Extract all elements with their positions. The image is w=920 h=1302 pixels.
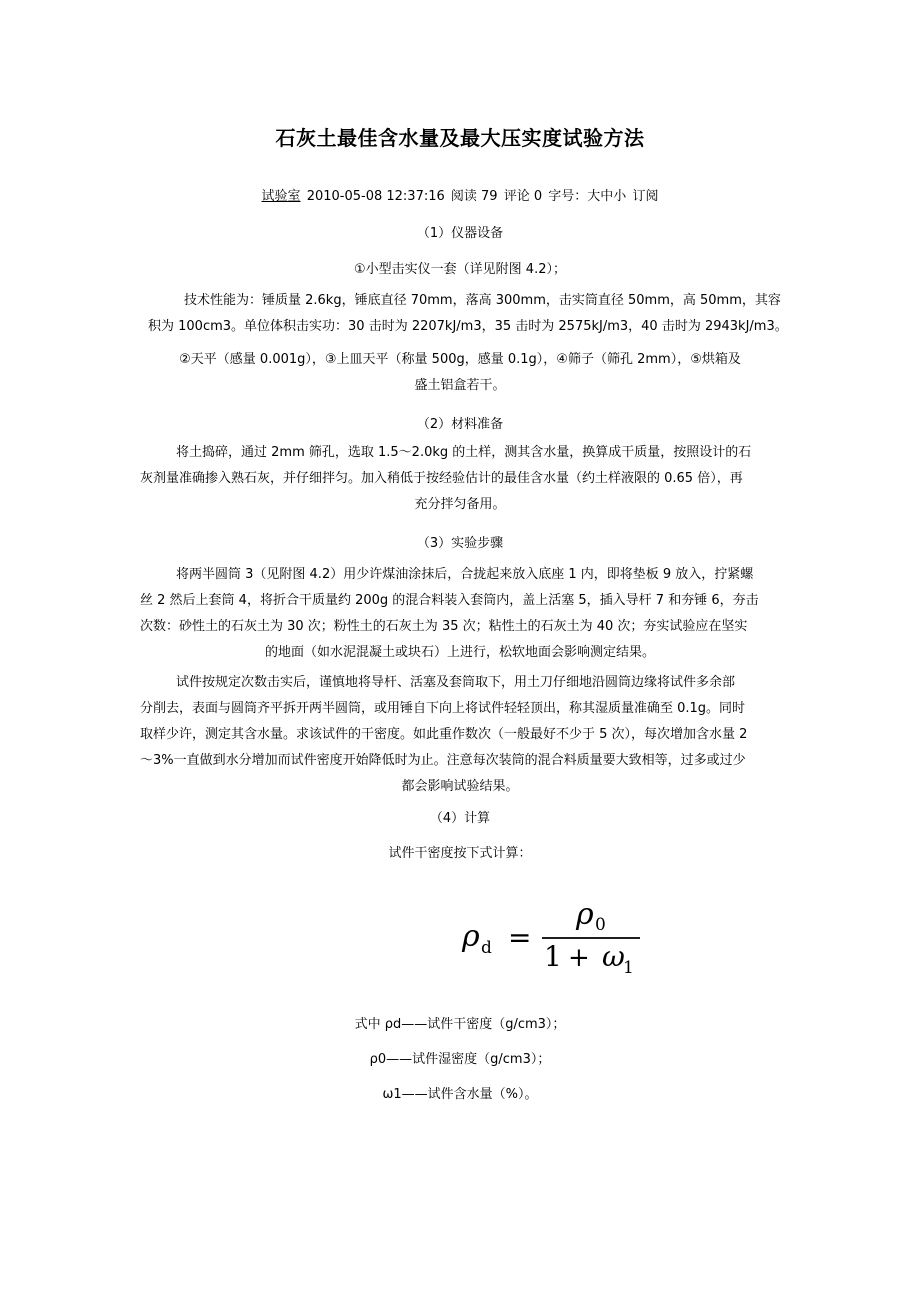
- paragraph-line: 丝 2 然后上套筒 4，将折合干质量约 200g 的混合料装入套筒内，盖上活塞 5，插入导杆 7 和夯锤 6，夯击: [140, 593, 759, 608]
- font-size-selector[interactable]: 字号：大中小: [548, 189, 627, 204]
- paragraph-line: 盛土铝盒若干。: [414, 378, 506, 393]
- formula-numerator-symbol: ρ: [576, 898, 594, 932]
- paragraph-line: 次数：砂性土的石灰土为 30 次；粉性土的石灰土为 35 次；粘性土的石灰土为 40 次；夯实试验应在坚实: [140, 619, 748, 634]
- formula-denominator-plus: +: [568, 943, 590, 973]
- formula-denominator-symbol: ω: [602, 940, 625, 973]
- definition-water-content: ω1——试件含水量（%）。: [382, 1087, 538, 1102]
- paragraph-line: ～3%一直做到水分增加而试件密度开始降低时为止。注意每次装筒的混合料质量要大致相等，过多或过少: [140, 753, 746, 768]
- section-2-heading: （2）材料准备: [416, 417, 504, 432]
- paragraph-line: ②天平（感量 0.001g），③上皿天平（称量 500g，感量 0.1g），④筛子（筛孔 2mm），⑤烘箱及: [179, 352, 741, 367]
- paragraph-line: 分削去，表面与圆筒齐平拆开两半圆筒，或用锤自下向上将试件轻轻顶出，称其湿质量准确至 0.1g。同时: [140, 701, 746, 716]
- formula-numerator-subscript: 0: [595, 915, 606, 935]
- definition-dry-density: 式中 ρd——试件干密度（g/cm3）；: [354, 1017, 566, 1032]
- procedure-paragraph-1: [140, 562, 780, 666]
- section-1-heading: （1）仪器设备: [416, 226, 504, 241]
- post-datetime: 2010-05-08 12:37:16: [306, 189, 445, 204]
- paragraph-line: 积为 100cm3。单位体积击实功：30 击时为 2207kJ/m3，35 击时为 2575kJ/m3，40 击时为 2943kJ/m3。: [148, 319, 788, 334]
- article-meta: [0, 185, 920, 204]
- formula-lhs-symbol: ρ: [462, 919, 480, 954]
- paragraph-line: 取样少许，测定其含水量。求该试件的干密度。如此重作数次（一般最好不少于 5 次），每次增加含水量 2: [140, 727, 748, 742]
- definition-wet-density: ρ0——试件湿密度（g/cm3）；: [369, 1052, 551, 1067]
- paragraph-line: 技术性能为：锤质量 2.6kg，锤底直径 70mm，落高 300mm，击实筒直径 50mm，高 50mm，其容: [184, 293, 781, 308]
- paragraph-line: 将两半圆筒 3（见附图 4.2）用少许煤油涂抹后，合拢起来放入底座 1 内，即将垫板 9 放入，拧紧螺: [176, 567, 754, 582]
- paragraph-line: 充分拌匀备用。: [414, 497, 506, 512]
- paragraph-line: 试件按规定次数击实后，谨慎地将导杆、活塞及套筒取下，用土刀仔细地沿圆筒边缘将试件多余部: [176, 675, 736, 690]
- equipment-list-paragraph: [140, 347, 780, 399]
- author-link[interactable]: 试验室: [261, 189, 301, 204]
- document-title: 石灰土最佳含水量及最大压实度试验方法: [275, 126, 645, 150]
- section-4-heading: （4）计算: [429, 811, 491, 826]
- dry-density-formula: [460, 898, 650, 978]
- formula-equals: =: [508, 921, 532, 954]
- subscribe-link[interactable]: 订阅: [632, 189, 659, 204]
- paragraph-line: 的地面（如水泥混凝土或块石）上进行，松软地面会影响测定结果。: [264, 645, 655, 660]
- formula-intro: 试件干密度按下式计算：: [388, 846, 532, 861]
- section-1-item-1: ①小型击实仪一套（详见附图 4.2）；: [354, 262, 566, 277]
- formula-denominator-one: 1: [544, 940, 562, 973]
- formula-denominator-subscript: 1: [623, 958, 634, 978]
- paragraph-line: 将土捣碎，通过 2mm 筛孔，选取 1.5～2.0kg 的土样，测其含水量，换算成干质量，按照设计的石: [176, 445, 752, 460]
- material-prep-paragraph: [140, 440, 780, 518]
- section-3-heading: （3）实验步骤: [416, 536, 504, 551]
- technical-specs-paragraph: [148, 288, 788, 340]
- formula-lhs-subscript: d: [481, 938, 492, 958]
- paragraph-line: 灰剂量准确掺入熟石灰，并仔细拌匀。加入稍低于按经验估计的最佳含水量（约土样液限的 0.65 倍），再: [140, 471, 743, 486]
- comment-count: 评论 0: [503, 189, 543, 204]
- read-count: 阅读 79: [450, 189, 498, 204]
- paragraph-line: 都会影响试验结果。: [401, 779, 519, 794]
- procedure-paragraph-2: [140, 670, 780, 800]
